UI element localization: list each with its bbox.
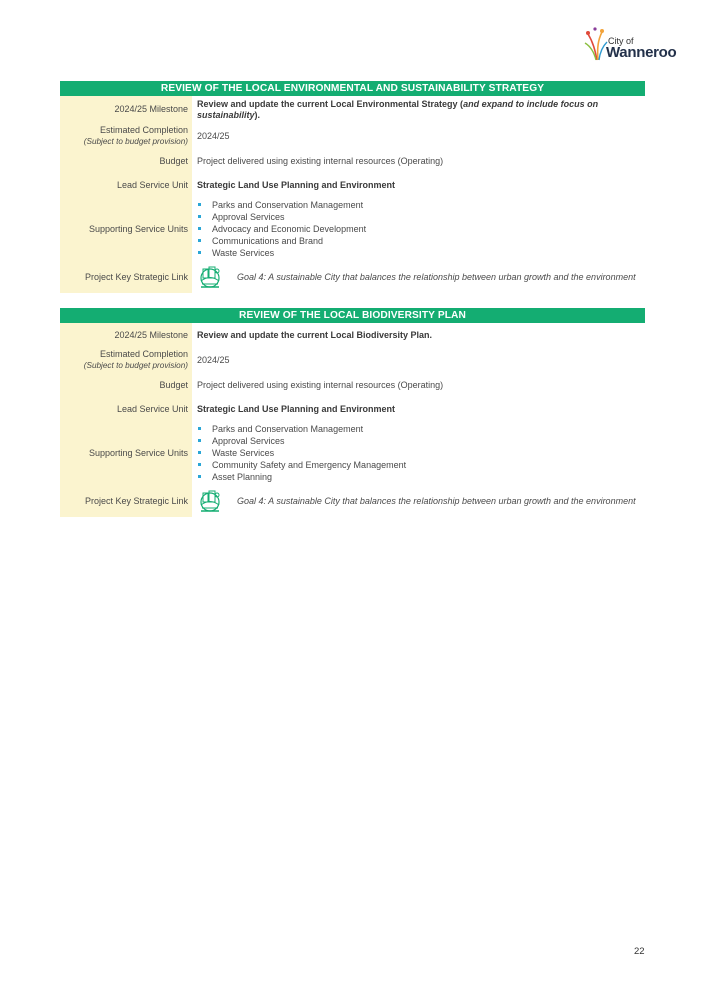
list-item: Parks and Conservation Management (197, 199, 645, 211)
completion-value: 2024/25 (197, 354, 230, 365)
completion-value: 2024/25 (197, 130, 230, 141)
supporting-units-value (192, 421, 645, 485)
city-of-wanneroo-logo (584, 26, 677, 62)
list-item: Waste Services (197, 247, 645, 259)
strategic-link-value (192, 261, 645, 293)
strategic-link-value (192, 485, 645, 517)
list-item: Community Safety and Emergency Management (197, 459, 645, 471)
milestone-label: 2024/25 Milestone (60, 96, 192, 123)
goal-text: Goal 4: A sustainable City that balances the relationship between urban growth and the environment (237, 496, 636, 506)
list-item: Advocacy and Economic Development (197, 223, 645, 235)
supporting-units-list (197, 423, 645, 483)
sustainable-city-icon (197, 265, 223, 289)
supporting-units-value (192, 197, 645, 261)
completion-label: Estimated Completion (Subject to budget provision) (60, 123, 192, 149)
section-biodiversity-plan (60, 308, 645, 517)
lead-service-unit-value: Strategic Land Use Planning and Environment (197, 179, 396, 190)
list-item: Approval Services (197, 435, 645, 447)
list-item: Approval Services (197, 211, 645, 223)
milestone-value: Review and update the current Local Environmental Strategy (and expand to include focus on sustainability). (197, 98, 599, 120)
list-item: Waste Services (197, 447, 645, 459)
project-details-table (60, 96, 645, 293)
list-item: Communications and Brand (197, 235, 645, 247)
supporting-units-list (197, 199, 645, 259)
strategic-link-label: Project Key Strategic Link (60, 261, 192, 293)
budget-value: Project delivered using existing internal resources (Operating) (197, 155, 444, 166)
milestone-label: 2024/25 Milestone (60, 323, 192, 347)
budget-label: Budget (60, 149, 192, 173)
sustainable-city-icon (197, 489, 223, 513)
section-title: REVIEW OF THE LOCAL ENVIRONMENTAL AND SUSTAINABILITY STRATEGY (60, 81, 645, 96)
strategic-link-label: Project Key Strategic Link (60, 485, 192, 517)
lead-service-unit-value: Strategic Land Use Planning and Environment (197, 403, 396, 414)
logo-text-wanneroo: Wanneroo (606, 44, 677, 61)
list-item: Parks and Conservation Management (197, 423, 645, 435)
section-environmental-strategy (60, 81, 645, 293)
list-item: Asset Planning (197, 471, 645, 483)
supporting-units-label: Supporting Service Units (60, 197, 192, 261)
logo-figure-icon (584, 26, 608, 62)
milestone-value: Review and update the current Local Biodiversity Plan. (197, 329, 433, 340)
budget-label: Budget (60, 373, 192, 397)
logo-text-city-of: City of (608, 36, 634, 46)
supporting-units-label: Supporting Service Units (60, 421, 192, 485)
goal-text: Goal 4: A sustainable City that balances the relationship between urban growth and the environment (237, 272, 636, 282)
lead-service-unit-label: Lead Service Unit (60, 397, 192, 421)
lead-service-unit-label: Lead Service Unit (60, 173, 192, 197)
completion-label: Estimated Completion (Subject to budget provision) (60, 347, 192, 373)
project-details-table (60, 323, 645, 517)
page-number: 22 (634, 946, 645, 957)
budget-value: Project delivered using existing internal resources (Operating) (197, 379, 444, 390)
section-title: REVIEW OF THE LOCAL BIODIVERSITY PLAN (60, 308, 645, 323)
